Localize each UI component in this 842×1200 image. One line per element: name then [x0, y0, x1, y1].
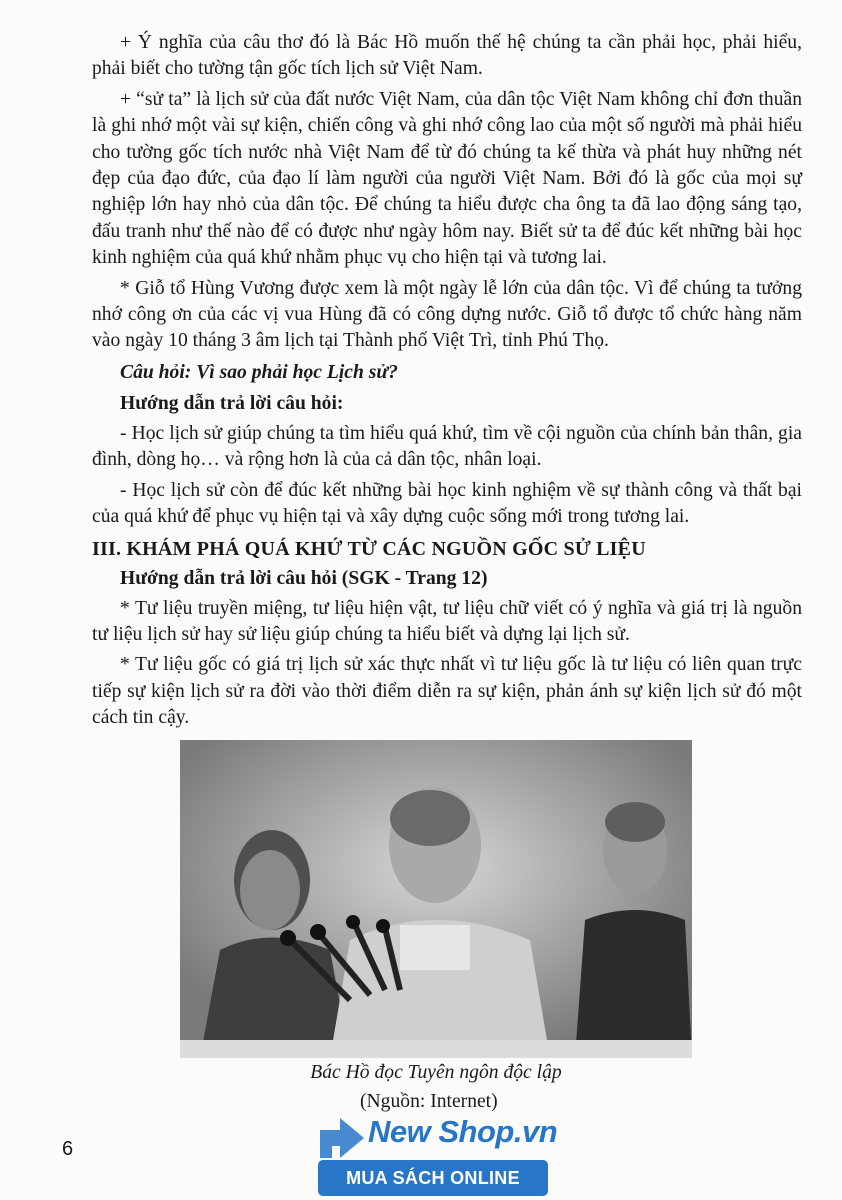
photo-source: (Nguồn: Internet)	[360, 1091, 498, 1112]
logo-brand: New Shop.vn	[368, 1114, 558, 1149]
section-paragraph: * Tư liệu gốc có giá trị lịch sử xác thực nhất vì tư liệu gốc là tư liệu có liên quan trực tiếp sự kiện lịch sử ra đời vào thời điểm diễn ra sự kiện, phản ánh sự kiện lịch sử đó một cách tin cậy.	[92, 654, 802, 729]
answer-item: - Học lịch sử giúp chúng ta tìm hiểu quá khứ, tìm về cội nguồn của chính bản thân, gia đình, dòng họ… và rộng hơn là của cả dân tộc, nhân loại.	[92, 422, 802, 471]
buy-online-button[interactable]: MUA SÁCH ONLINE	[318, 1160, 548, 1196]
page-content	[92, 30, 802, 736]
newshop-logo[interactable]	[318, 1108, 568, 1200]
answer-item: - Học lịch sử còn để đúc kết những bài học kinh nghiệm về sự thành công và thất bại của quá khứ để phục vụ hiện tại và xây dựng cuộc sống mới trong tương lai.	[92, 479, 802, 528]
answer-guide-heading: Hướng dẫn trả lời câu hỏi:	[120, 392, 344, 414]
paragraph-meaning: + Ý nghĩa của câu thơ đó là Bác Hồ muốn thế hệ chúng ta cần phải học, phải hiểu, phải biết cho tường tận gốc tích lịch sử Việt Nam.	[92, 32, 802, 80]
question-heading: Câu hỏi: Vì sao phải học Lịch sử?	[120, 361, 398, 383]
section-paragraph: * Tư liệu truyền miệng, tư liệu hiện vật, tư liệu chữ viết có ý nghĩa và giá trị là nguồn tư liệu lịch sử hay sử liệu giúp chúng ta hiểu biết và dựng lại lịch sử.	[92, 597, 802, 645]
paragraph-gio-to: * Giỗ tổ Hùng Vương được xem là một ngày lễ lớn của dân tộc. Vì để chúng ta tưởng nhớ công ơn của các vị vua Hùng đã có công dựng nước. Giỗ tổ được tổ chức hàng năm vào ngày 10 tháng 3 âm lịch tại Thành phố Việt Trì, tỉnh Phú Thọ.	[92, 277, 802, 352]
photo-caption: Bác Hồ đọc Tuyên ngôn độc lập	[310, 1062, 562, 1083]
section-guide-heading: Hướng dẫn trả lời câu hỏi (SGK - Trang 12)	[120, 567, 488, 589]
historical-photo	[180, 740, 692, 1058]
page-number: 6	[62, 1138, 74, 1160]
arrow-icon	[318, 1110, 368, 1162]
photo-illustration	[180, 740, 692, 1058]
paragraph-su-ta: + “sử ta” là lịch sử của đất nước Việt Nam, của dân tộc Việt Nam không chỉ đơn thuần là ghi nhớ một vài sự kiện, chiến công và ghi nhớ công lao của một số người mà phải hiểu cho tường gốc tích nước nhà Việt Nam để từ đó chúng ta kế thừa và phát huy những nét đẹp của đạo đức, của đạo lí làm người của người Việt Nam. Bởi đó là gốc của mọi sự nghiệp lớn hay nhỏ của dân tộc. Để chúng ta hiểu được cha ông ta đã lao động sáng tạo, đấu tranh như thế nào để có được như ngày hôm nay. Biết sử ta để đúc kết những bài học kinh nghiệm của quá khứ nhằm phục vụ cho hiện tại và tương lai.	[92, 88, 802, 269]
section-title: III. KHÁM PHÁ QUÁ KHỨ TỪ CÁC NGUỒN GỐC SỬ LIỆU	[92, 537, 646, 560]
